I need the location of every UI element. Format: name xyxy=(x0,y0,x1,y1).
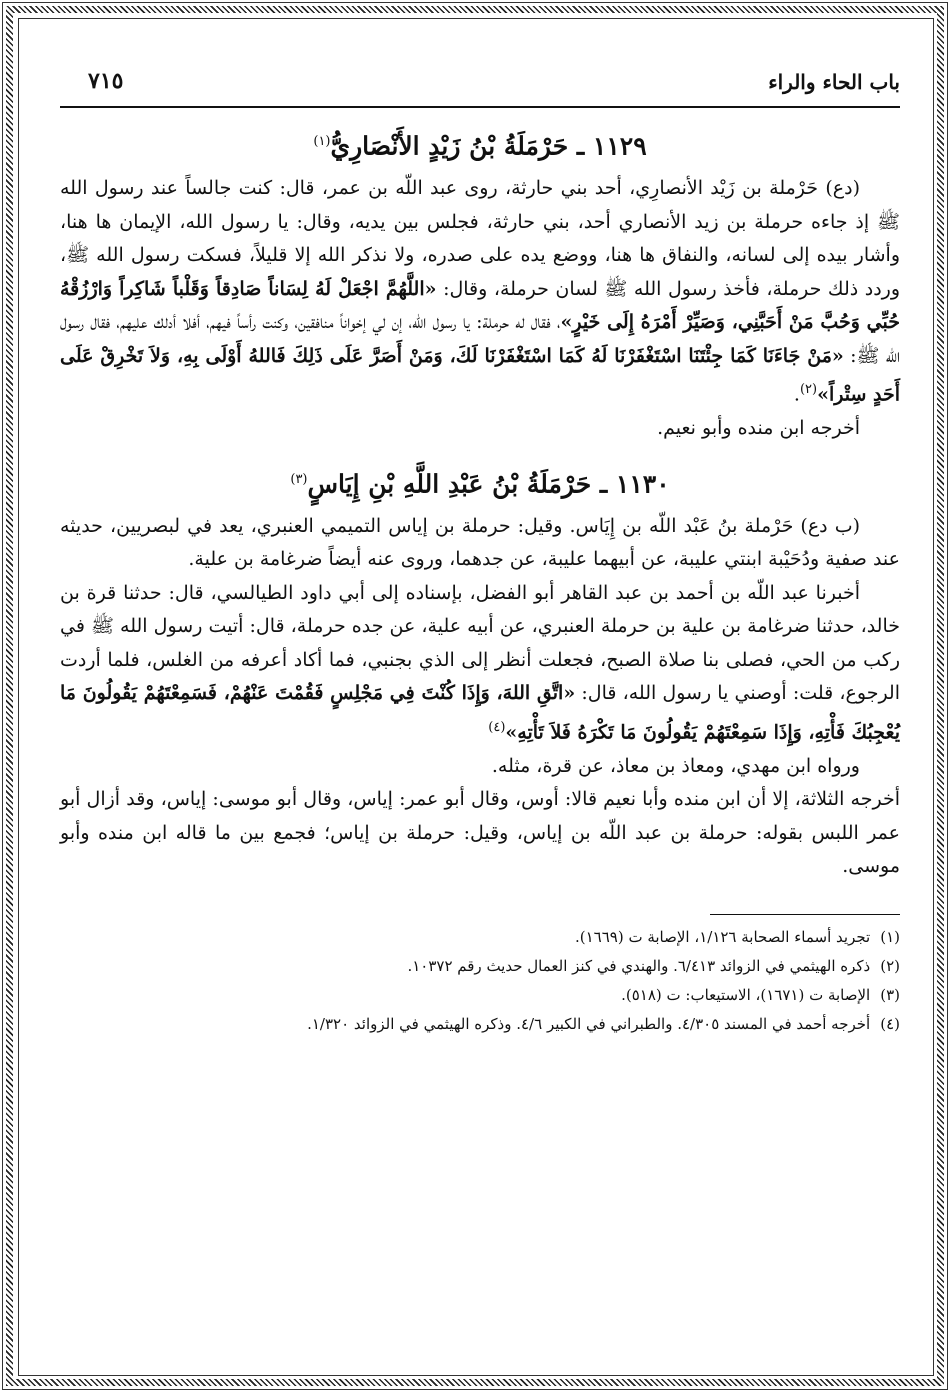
footnote-2 xyxy=(60,952,900,981)
book-page xyxy=(60,60,900,1039)
footnote-ref: (٣) xyxy=(290,471,308,487)
entry-title-1130 xyxy=(60,460,900,504)
entry-1130-paragraph-4: أخرجه الثلاثة، إلا أن ابن منده وأبا نعيم قالا: أوس، وقال أبو عمر: إياس، وقال أبو موسى: إياس، وقد أزال أبو عمر اللبس بقوله: حرملة بن عبد اللّه بن إياس، وقيل: حرملة بن إياس؛ فجمع بين ما قاله ابن منده وأبو موسى. xyxy=(60,788,901,878)
footnote-number: (٣) xyxy=(880,985,900,1004)
hadith-quote: «اتَّقِ اللهَ، وَإِذَا كُنْتَ فِي مَجْلِسٍ فَقُمْتَ عَنْهُمْ، فَسَمِعْتَهُمْ يَقُولُونَ مَا يُعْجِبُكَ فَأْتِهِ، وَإِذَا سَمِعْتَهُمْ يَقُولُونَ مَا تَكْرَهُ فَلاَ تَأْتِهِ» xyxy=(60,682,900,744)
footnote-3 xyxy=(60,981,900,1010)
paragraph-text: أخبرنا عبد اللّه بن أحمد بن عبد القاهر أبو الفضل، بإسناده إلى أبي داود الطيالسي، قال: حدثنا قرة بن خالد، حدثنا ضرغامة بن علية بن حرملة العنبري، عن أبيه علية، عن جده حرملة، قال: أتيت رسول الله ﷺ في ركب من الحي، فصلى بنا صلاة الصبح، فجعلت أنظر إلى الذي بجنبي، فما أكاد أعرفه من الغلس، فلما أردت الرجوع، قلت: أوصني يا رسول الله، قال: xyxy=(60,581,900,705)
hadith-quote: «مَنْ جَاءَنَا كَمَا جِئْتَنَا اسْتَغْفَرْنَا لَهُ كَمَا اسْتَغْفَرْنَا لَكَ، وَمَنْ أَصَرَّ عَلَى ذَلِكَ فَاللهُ أَوْلَى بِهِ، وَلاَ تَخْرِقْ عَلَى أَحَدٍ سِتْراً» xyxy=(60,344,900,406)
paragraph-text: (دع) حَرْملة بن زَيْد الأنصارِي، أحد بني حارثة، روى عبد اللّه بن عمر، قال: كنت جالساً عند رسول الله ﷺ إذ جاءه حرملة بن زيد الأنصاري أحد، بني حارثة، فجلس بين يديه، وقال: يا رسول الله، الإيمان ها هنا، وأشار بيده إلى لسانه، والنفاق ها هنا، ووضع يده على صدره، ولا نذكر الله إلا قليلاً، فسكت رسول الله ﷺ، وردد ذلك حرملة، فأخذ رسول الله ﷺ لسان حرملة، وقال: xyxy=(60,177,901,300)
page-header xyxy=(60,60,900,108)
entry-1130-paragraph-3: ورواه ابن مهدي، ومعاذ بن معاذ، عن قرة، مثله. xyxy=(491,754,860,777)
page-number: ٧١٥ xyxy=(88,68,124,94)
footnote-ref: (٢) xyxy=(799,382,818,398)
entry-title-1129 xyxy=(60,122,900,166)
entry-1130-paragraph-1: (ب دع) حَرْملة بنُ عَبْد اللّه بن إِيَاس. وقيل: حرملة بن إياس التميمي العنبري، يعد في لبصريين، حديثه عند صفية ودُحَيْبة ابنتي عليبة، عن أبيهما عليبة، عن جدهما، وروى عنه أيضاً ضرغامة بن علية. xyxy=(60,514,900,571)
footnote-4 xyxy=(60,1010,900,1039)
paragraph-text: ، فقال له حرملة: يا رسول الله، إن لي إخواناً منافقين، وكنت رأساً فيهم، أفلا أدلك عليهم، فقال رسول الله ﷺ: xyxy=(60,311,900,367)
footnote-ref: (٤) xyxy=(488,719,506,735)
footnotes xyxy=(60,923,900,1039)
footnote-number: (٢) xyxy=(880,956,900,975)
running-head: باب الحاء والراء xyxy=(768,70,900,94)
footnote-ref: (١) xyxy=(313,134,331,149)
hadith-quote: «اللَّهُمَّ اجْعَلْ لَهُ لِسَاناً صَادِقاً وَقَلْباً شَاكِراً وَارْزُقْهُ حُبِّي وَحُبَّ مَنْ أَحَبَّنِي، وَصَيِّرْ أَمْرَهُ إِلَى خَيْرٍ» xyxy=(60,277,900,334)
footnote-text: تجريد أسماء الصحابة ١/١٢٦، الإصابة ت (١٦٦٩). xyxy=(574,927,871,946)
footnote-number: (٤) xyxy=(880,1014,900,1033)
entry-title-text: ١١٣٠ ـ حَرْمَلَةُ بْنُ عَبْدِ اللَّهِ بْنِ إِيَاسٍ xyxy=(307,468,670,498)
paragraph-end: . xyxy=(793,383,800,406)
footnote-number: (١) xyxy=(880,927,900,946)
footnote-1 xyxy=(60,923,900,952)
entry-1130-paragraph-2 xyxy=(60,577,900,750)
footnote-text: ذكره الهيثمي في الزوائد ٦/٤١٣. والهندي في كنز العمال حديث رقم ١٠٣٧٢. xyxy=(407,956,871,975)
footnote-divider xyxy=(710,914,900,915)
footnote-text: أخرجه أحمد في المسند ٤/٣٠٥. والطبراني في الكبير ٤/٦. وذكره الهيثمي في الزوائد ١/٣٢٠. xyxy=(307,1014,871,1033)
footnote-text: الإصابة ت (١٦٧١)، الاستيعاب: ت (٥١٨). xyxy=(621,985,871,1004)
entry-1129-paragraph-2: أخرجه ابن منده وأبو نعيم. xyxy=(657,417,860,440)
entry-1129-paragraph-1 xyxy=(60,172,900,412)
entry-title-text: ١١٢٩ ـ حَرْمَلَةُ بْنُ زَيْدٍ الأَنْصَارِيُّ xyxy=(330,131,647,161)
